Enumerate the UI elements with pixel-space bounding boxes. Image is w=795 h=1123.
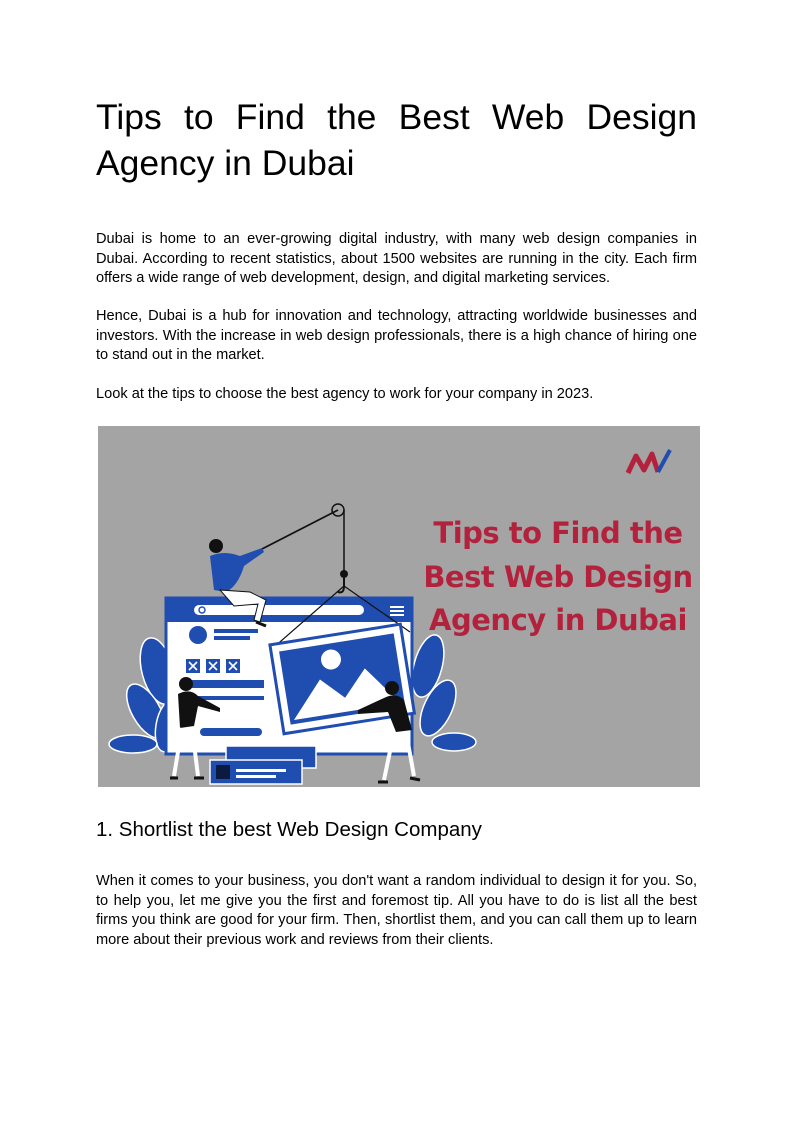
plant-right xyxy=(406,631,476,751)
section-heading: 1. Shortlist the best Web Design Company xyxy=(96,818,482,841)
hero-image xyxy=(98,426,700,787)
section-body: When it comes to your business, you don't want a random individual to design it for you. So, to help you, let me give you the first and foremost tip. All you have to do is list all the best firms you think are good for your firm. Then, shortlist them, and you can call them up to learn more about their previous work and reviews from their clients. xyxy=(96,873,697,948)
hero-title: Tips to Find the Best Web Design Agency in Dubai xyxy=(423,516,693,637)
tips-intro-paragraph: Look at the tips to choose the best agency to work for your company in 2023. xyxy=(96,386,594,402)
hub-paragraph: Hence, Dubai is a hub for innovation and technology, attracting worldwide businesses and investors. With the increase in web design professionals, there is a high chance of hiring one to stand out in the market. xyxy=(96,308,697,363)
mw-logo xyxy=(628,450,670,473)
code-card xyxy=(210,746,316,784)
intro-paragraph: Dubai is home to an ever-growing digital industry, with many web design companies in Dubai. According to recent statistics, about 1500 websites are running in the city. Each firm offers a wide range of web development, design, and digital marketing services. xyxy=(96,231,697,286)
page-title: Tips to Find the Best Web Design Agency in Dubai xyxy=(96,97,697,183)
